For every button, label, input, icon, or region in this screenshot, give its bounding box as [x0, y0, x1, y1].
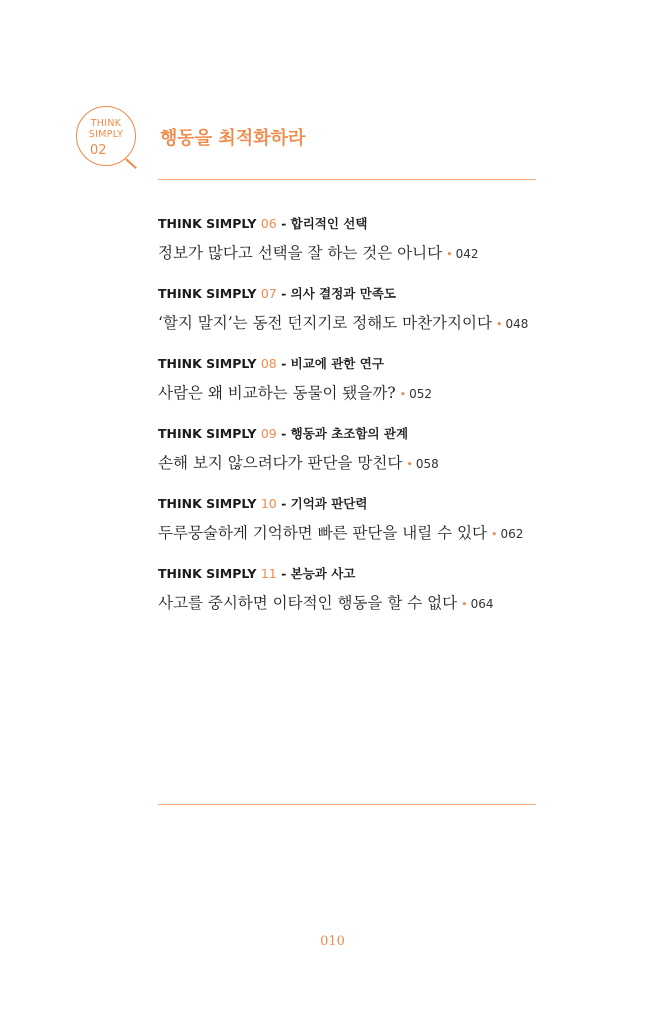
- entry-subtitle: 비교에 관한 연구: [290, 356, 384, 371]
- entry-bullet: •: [495, 318, 503, 331]
- entry-title: 정보가 많다고 선택을 잘 하는 것은 아니다: [158, 244, 443, 262]
- top-rule: [158, 179, 536, 180]
- entry-prefix: THINK SIMPLY: [158, 286, 261, 301]
- entry-page: 048: [505, 317, 529, 331]
- entry-prefix: THINK SIMPLY: [158, 356, 261, 371]
- entry-number: 06: [260, 216, 277, 231]
- entry-page: 058: [415, 457, 439, 471]
- bottom-rule: [158, 804, 536, 805]
- entry-subtitle: 행동과 초조함의 관계: [290, 426, 409, 441]
- entry-number: 08: [260, 356, 277, 371]
- chapter-title: 행동을 최적화하라: [160, 128, 306, 149]
- entry-title: 사람은 왜 비교하는 동물이 됐을까?: [158, 384, 396, 402]
- entry-separator: -: [276, 566, 291, 581]
- entry-title-line: [158, 241, 558, 263]
- entry-prefix: THINK SIMPLY: [158, 216, 261, 231]
- toc-entry-07: [158, 284, 558, 333]
- entry-subtitle: 기억과 판단력: [290, 496, 368, 511]
- entry-page: 064: [470, 597, 494, 611]
- entry-title: 손해 보지 않으려다가 판단을 망친다: [158, 454, 403, 472]
- entry-separator: -: [276, 216, 291, 231]
- entry-number: 09: [260, 426, 277, 441]
- badge-line2: SIMPLY: [88, 129, 124, 140]
- entry-page: 052: [409, 387, 433, 401]
- entry-separator: -: [276, 286, 291, 301]
- entry-bullet: •: [406, 458, 413, 471]
- toc-entry-10: [158, 494, 558, 543]
- entry-title-line: [158, 591, 558, 613]
- entry-title-line: [158, 381, 558, 403]
- entry-title-line: [158, 311, 558, 333]
- entry-bullet: •: [461, 598, 468, 611]
- page-number: 010: [320, 934, 345, 949]
- entry-title-line: [158, 451, 558, 473]
- entry-heading: [158, 214, 558, 232]
- entry-number: 10: [260, 496, 277, 511]
- entry-heading: [158, 354, 558, 372]
- entry-bullet: •: [399, 388, 407, 401]
- entry-subtitle: 합리적인 선택: [290, 216, 368, 231]
- entry-page: 042: [455, 247, 479, 261]
- toc-entry-08: [158, 354, 558, 403]
- entry-title: ‘할지 말지’는 동전 던지기로 정해도 마찬가지이다: [158, 314, 492, 332]
- entry-subtitle: 본능과 사고: [290, 566, 356, 581]
- entry-heading: [158, 494, 558, 512]
- entry-heading: [158, 424, 558, 442]
- entry-bullet: •: [491, 528, 498, 541]
- entry-number: 11: [260, 566, 277, 581]
- entry-subtitle: 의사 결정과 만족도: [290, 286, 396, 301]
- entry-title: 사고를 중시하면 이타적인 행동을 할 수 없다: [158, 594, 458, 612]
- chapter-badge: [76, 106, 138, 168]
- entry-separator: -: [276, 426, 291, 441]
- entry-number: 07: [260, 286, 277, 301]
- entry-bullet: •: [446, 248, 453, 261]
- badge-label: [76, 118, 136, 140]
- entry-prefix: THINK SIMPLY: [158, 566, 261, 581]
- entry-prefix: THINK SIMPLY: [158, 496, 261, 511]
- entry-separator: -: [276, 496, 291, 511]
- entry-title-line: [158, 521, 558, 543]
- entry-prefix: THINK SIMPLY: [158, 426, 261, 441]
- badge-tail: [125, 158, 136, 168]
- entry-heading: [158, 284, 558, 302]
- badge-line1: THINK: [90, 118, 122, 129]
- badge-number: 02: [90, 143, 107, 158]
- entry-title: 두루뭉술하게 기억하면 빠른 판단을 내릴 수 있다: [158, 524, 488, 542]
- toc-entry-09: [158, 424, 558, 473]
- toc-entry-06: [158, 214, 558, 263]
- entry-page: 062: [500, 527, 524, 541]
- entry-heading: [158, 564, 558, 582]
- toc-entry-11: [158, 564, 558, 613]
- entry-separator: -: [276, 356, 291, 371]
